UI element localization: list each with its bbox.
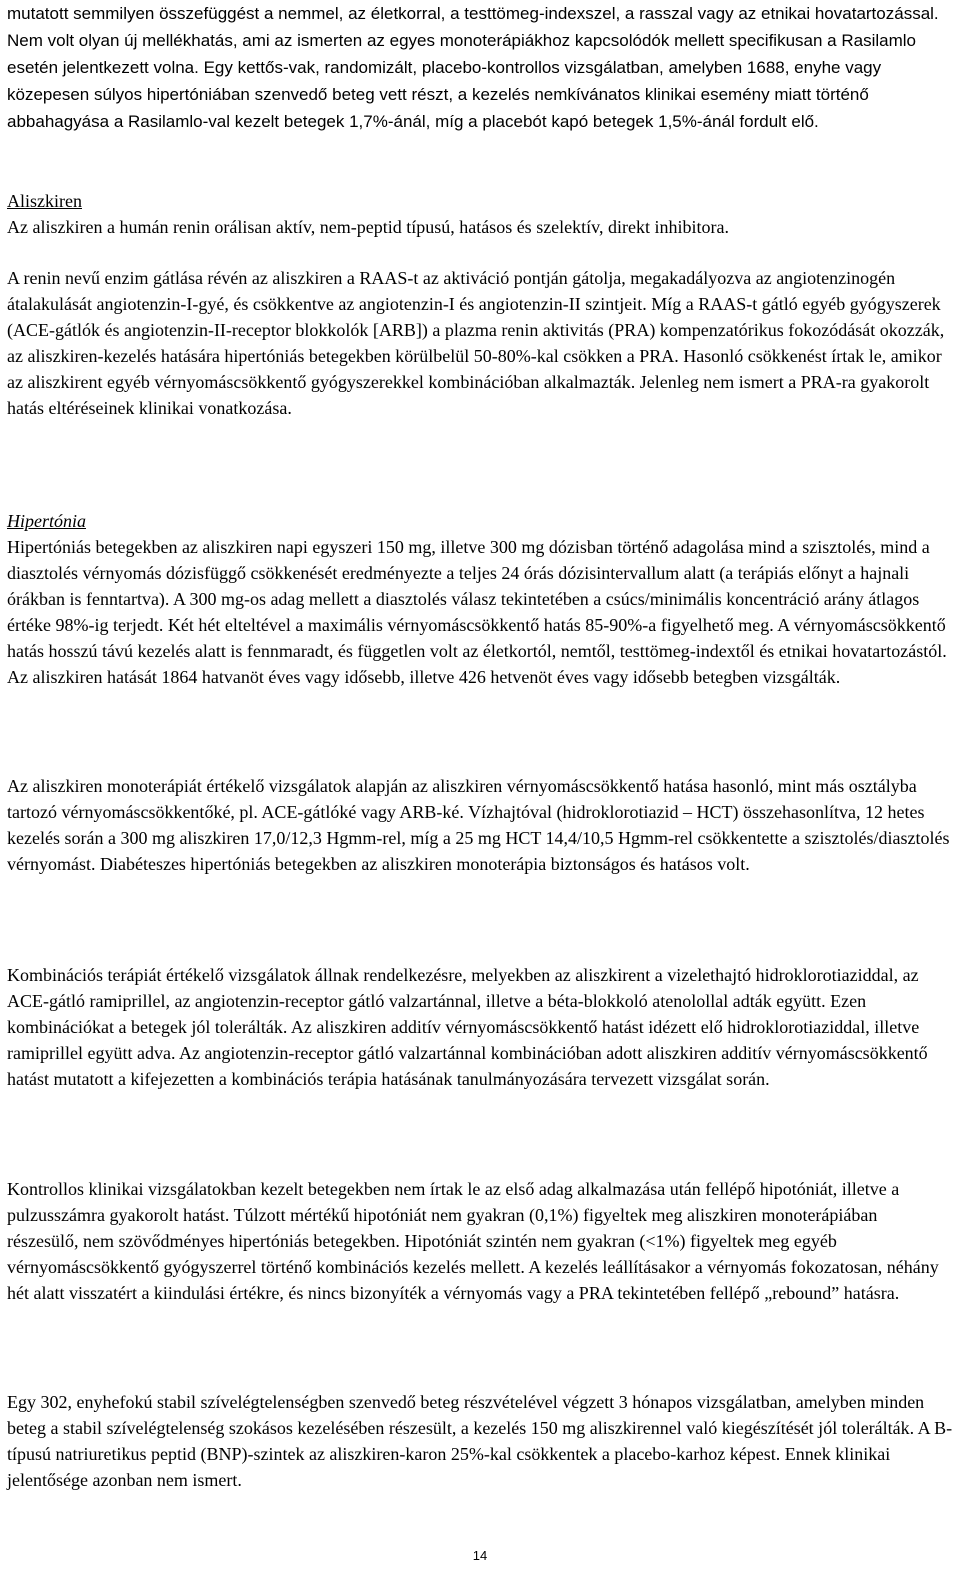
section-heading-hypertension: Hipertónia — [7, 511, 86, 531]
hypertension-paragraph-4: Kontrollos klinikai vizsgálatokban kezelt betegekben nem írtak le az első adag alkalmazása után fellépő hipotóniát, illetve a pulzusszámra gyakorolt hatást. Túlzott mértékű hipotóniát nem gyakran (0,1%) figyeltek meg aliszkiren monoterápiában részesülő, nem szövődményes hipertóniás betegekben. Hipotóniát szintén nem gyakran (<1%) figyeltek meg egyéb vérnyomáscsökkentő gyógyszerrel történő kombinációs kezelés mellett. A kezelés leállításakor a vérnyomás fokozatosan, néhány hét alatt visszatért a kiindulási értékre, és nincs bizonyíték a vérnyomás vagy a PRA tekintetében fellépő „rebound” hatásra. — [7, 1179, 939, 1303]
hypertension-paragraph-5: Egy 302, enyhefokú stabil szívelégtelenségben szenvedő beteg részvételével végzett 3 hónapos vizsgálatban, amelyben minden beteg a stabil szívelégtelenség szokásos kezelésében részesült, a kezelés 150 mg aliszkirennel való kiegészítését jól tolerálták. A B-típusú natriuretikus peptid (BNP)-szintek az aliszkiren-karon 25%-kal csökkentek a placebo-karhoz képest. Ennek klinikai jelentősége azonban nem ismert. — [7, 1392, 953, 1490]
intro-paragraph — [7, 0, 953, 135]
hypertension-paragraph-1: Hipertóniás betegekben az aliszkiren napi egyszeri 150 mg, illetve 300 mg dózisban történő adagolása mind a szisztolés, mind a diasztolés vérnyomás dózisfüggő csökkenését eredményezte a teljes 24 órás dózisintervallum alatt (a terápiás előnyt a hajnali órákban is fenntartva). A 300 mg-os adag mellett a diasztolés válasz tekintetében a csúcs/minimális koncentráció arány átlagos értéke 98%-ig terjedt. Két hét elteltével a maximális vérnyomáscsökkentő hatás 85-90%-a figyelhető meg. A vérnyomáscsökkentő hatás hosszú távú kezelés alatt is fennmaradt, és független volt az életkortól, nemtől, testtömeg-indextől és etnikai hovatartozástól. Az aliszkiren hatását 1864 hatvanöt éves vagy idősebb, illetve 426 hetvenöt éves vagy idősebb betegben vizsgálták. — [7, 537, 947, 687]
section-heading-aliskiren: Aliszkiren — [7, 191, 82, 211]
intro-serif-text: Egy kettős-vak, randomizált, placebo-kontrollos vizsgálatban, amelyben 1688, enyhe vagy közepesen súlyos hipertóniában szenvedő beteg vett részt, a kezelés nemkívánatos klinikai esemény miatt történő abbahagyása a Rasilamlo-val kezelt betegek 1,7%-ánál, míg a placebót kapó betegek 1,5%-ánál fordult elő. — [7, 58, 882, 131]
aliskiren-paragraph-2: A renin nevű enzim gátlása révén az aliszkiren a RAAS-t az aktiváció pontján gátolja, megakadályozva az angiotenzinogén átalakulását angiotenzin-I-gyé, és csökkentve az angiotenzin-I és angiotenzin-II szintjeit. Míg a RAAS-t gátló egyéb gyógyszerek (ACE-gátlók és angiotenzin-II-receptor blokkolók [ARB]) a plazma renin aktivitás (PRA) kompenzatórikus fokozódását okozzák, az aliszkiren-kezelés hatására hipertóniás betegekben körülbelül 50-80%-kal csökken a PRA. Hasonló csökkenést írtak le, amikor az aliszkirent egyéb vérnyomáscsökkentő gyógyszerekkel kombinációban alkalmazták. Jelenleg nem ismert a PRA-ra gyakorolt hatás eltéréseinek klinikai vonatkozása. — [7, 268, 945, 418]
intro-sans-text: mutatott semmilyen összefüggést a nemmel, az életkorral, a testtömeg-indexszel, a rasszal vagy az etnikai hovatartozással. Nem volt olyan új mellékhatás, ami az ismerten az egyes monoterápiákhoz kapcsolódók mellett specifikusan a Rasilamlo esetén jelentkezett volna. — [7, 4, 939, 77]
aliskiren-paragraph-1: Az aliszkiren a humán renin orálisan aktív, nem-peptid típusú, hatásos és szelektív, direkt inhibitora. — [7, 217, 729, 237]
hypertension-paragraph-2: Az aliszkiren monoterápiát értékelő vizsgálatok alapján az aliszkiren vérnyomáscsökkentő hatása hasonló, mint más osztályba tartozó vérnyomáscsökkentőké, pl. ACE-gátlóké vagy ARB-ké. Vízhajtóval (hidroklorotiazid – HCT) összehasonlítva, 12 hetes kezelés során a 300 mg aliszkiren 17,0/12,3 Hgmm-rel, míg a 25 mg HCT 14,4/10,5 Hgmm-rel csökkentette a szisztolés/diasztolés vérnyomást. Diabéteszes hipertóniás betegekben az aliszkiren monoterápia biztonságos és hatásos volt. — [7, 776, 950, 874]
page-number: 14 — [472, 1548, 488, 1563]
hypertension-paragraph-3: Kombinációs terápiát értékelő vizsgálatok állnak rendelkezésre, melyekben az aliszkirent a vizelethajtó hidroklorotiaziddal, az ACE-gátló ramiprillel, az angiotenzin-receptor gátló valzartánnal, illetve a béta-blokkoló atenolollal adták együtt. Ezen kombinációkat a betegek jól tolerálták. Az aliszkiren additív vérnyomáscsökkentő hatást idézett elő hidroklorotiaziddal, illetve ramiprillel együtt adva. Az angiotenzin-receptor gátló valzartánnal kombinációban adott aliszkiren additív vérnyomáscsökkentő hatást mutatott a kifejezetten a kombinációs terápia hatásának tanulmányozására tervezett vizsgálat során. — [7, 965, 928, 1089]
